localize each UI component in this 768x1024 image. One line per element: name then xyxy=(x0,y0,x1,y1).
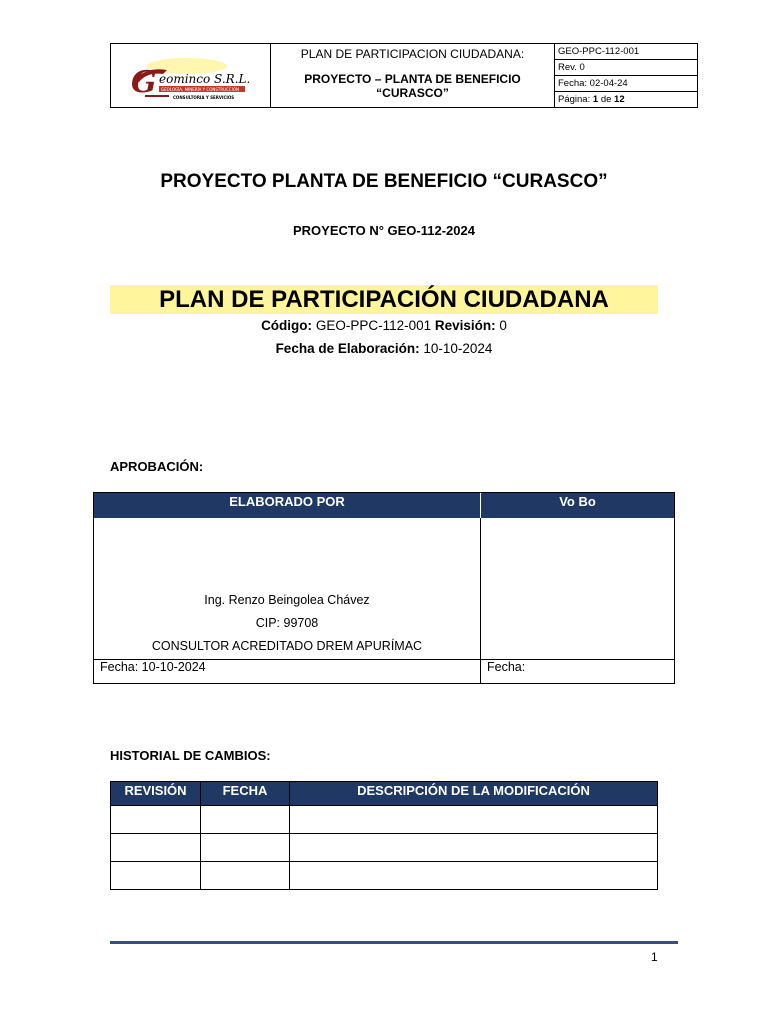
table-cell xyxy=(201,862,290,890)
revision-label: Revisión: xyxy=(434,318,496,333)
project-number: PROYECTO N° GEO-112-2024 xyxy=(293,223,475,238)
col-fecha: FECHA xyxy=(201,782,290,806)
approval-label: APROBACIÓN: xyxy=(110,459,204,474)
header-title-cell xyxy=(271,44,555,107)
page-number: 1 xyxy=(651,950,658,964)
plan-title-highlight xyxy=(110,285,658,314)
author-name: Ing. Renzo Beingolea Chávez xyxy=(204,593,370,607)
logo-subtitle-2: CONSULTORIA Y SERVICIOS xyxy=(173,95,235,100)
approval-signature-row xyxy=(94,518,674,660)
elaboration-date-label: Fecha de Elaboración: xyxy=(275,341,420,356)
table-cell xyxy=(290,834,658,862)
approval-table xyxy=(93,492,675,684)
company-logo xyxy=(125,52,255,102)
header-rev: Rev. 0 xyxy=(555,60,697,76)
elaborado-cell xyxy=(94,518,481,659)
header-page-label: Página: xyxy=(558,94,591,105)
header-date: Fecha: 02-04-24 xyxy=(555,76,697,92)
table-cell xyxy=(201,834,290,862)
header-page-total: 12 xyxy=(614,94,625,105)
elaboration-date-value: 10-10-2024 xyxy=(423,341,493,356)
logo-subtitle: GEOLOGÍA, MINERÍA Y CONSTRUCCIÓN xyxy=(161,87,239,92)
table-cell xyxy=(290,806,658,834)
elaborado-date: Fecha: 10-10-2024 xyxy=(94,660,481,683)
logo-company-name: eominco S.R.L. xyxy=(159,72,251,86)
logo-letter: G xyxy=(131,65,157,100)
col-vo-bo: Vo Bo xyxy=(559,494,596,509)
table-cell xyxy=(111,862,201,890)
header-project-title xyxy=(271,72,554,100)
header-info-cell xyxy=(555,44,697,107)
code-label: Código: xyxy=(261,318,313,333)
approval-date-row xyxy=(94,660,674,683)
author-cip: CIP: 99708 xyxy=(255,616,319,630)
vobo-date: Fecha: xyxy=(487,660,526,674)
change-history-header xyxy=(111,782,658,806)
header-page-current: 1 xyxy=(592,94,599,105)
col-revision: REVISIÓN xyxy=(111,782,201,806)
header-project-line1: PROYECTO – PLANTA DE BENEFICIO xyxy=(304,72,521,86)
revision-value: 0 xyxy=(499,318,507,333)
table-cell xyxy=(111,834,201,862)
company-logo-cell xyxy=(111,44,271,107)
vobo-signature-cell xyxy=(481,518,674,659)
change-history-table xyxy=(110,781,658,890)
document-code-line xyxy=(0,318,768,333)
elaboration-date-line xyxy=(0,341,768,356)
table-cell xyxy=(111,806,201,834)
header-project-line2: “CURASCO” xyxy=(376,86,449,100)
document-header xyxy=(110,43,698,108)
history-label: HISTORIAL DE CAMBIOS: xyxy=(110,748,271,763)
header-plan-title: PLAN DE PARTICIPACION CIUDADANA: xyxy=(300,47,525,61)
header-page-of: de xyxy=(600,94,612,105)
table-row xyxy=(111,806,658,834)
document-title: PROYECTO PLANTA DE BENEFICIO “CURASCO” xyxy=(160,171,608,192)
approval-table-header xyxy=(94,493,674,518)
author-role: CONSULTOR ACREDITADO DREM APURÍMAC xyxy=(151,639,423,653)
col-descripcion: DESCRIPCIÓN DE LA MODIFICACIÓN xyxy=(290,782,658,806)
code-value: GEO-PPC-112-001 xyxy=(315,318,432,333)
header-code: GEO-PPC-112-001 xyxy=(555,44,697,60)
plan-title: PLAN DE PARTICIPACIÓN CIUDADANA xyxy=(159,286,609,313)
table-row xyxy=(111,862,658,890)
table-cell xyxy=(290,862,658,890)
table-row xyxy=(111,834,658,862)
header-page xyxy=(555,92,697,107)
table-cell xyxy=(201,806,290,834)
footer-divider xyxy=(110,941,678,944)
col-elaborado-por: ELABORADO POR xyxy=(94,493,481,518)
